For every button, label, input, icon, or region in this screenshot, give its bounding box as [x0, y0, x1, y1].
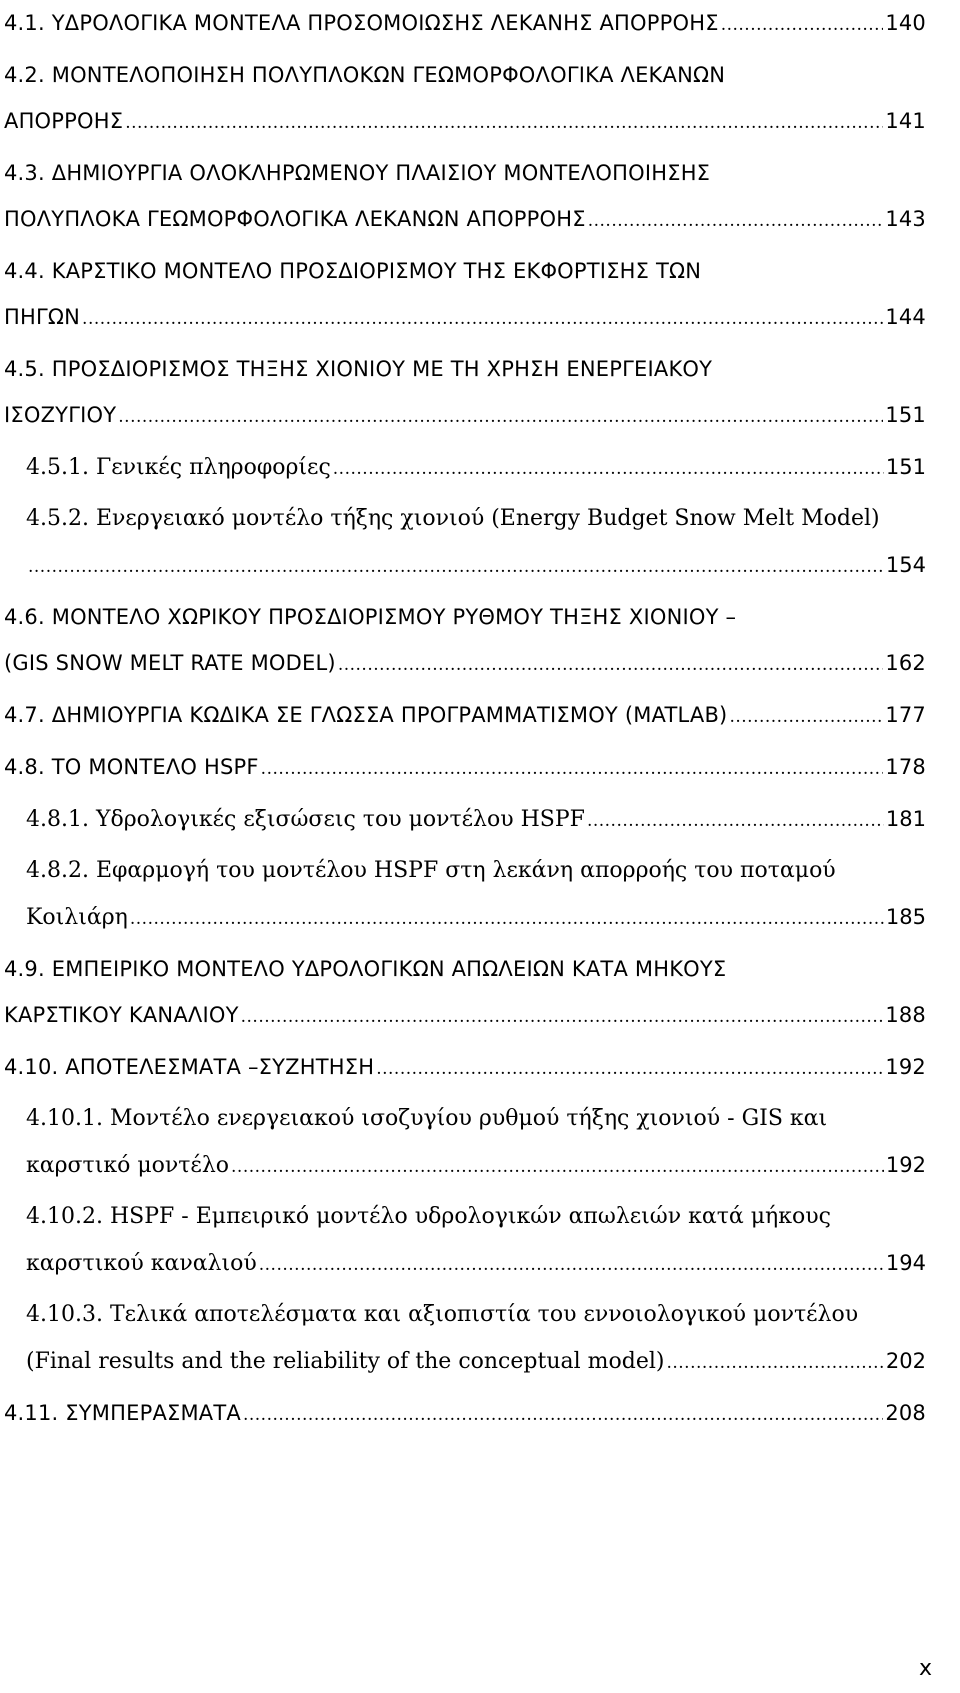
- toc-entry-title: 4.2. ΜΟΝΤΕΛΟΠΟΙΗΣΗ ΠΟΛΥΠΛΟΚΩΝ ΓΕΩΜΟΡΦΟΛΟΓΙΚΑ ΛΕΚΑΝΩΝ: [4, 63, 726, 87]
- toc-leader-dots: [587, 798, 884, 844]
- toc-entry-line: [4, 98, 926, 144]
- toc-entry-line: [4, 196, 926, 242]
- toc-page-number: 185: [885, 905, 926, 929]
- toc-entry[interactable]: [4, 52, 926, 144]
- toc-entry[interactable]: [4, 796, 926, 842]
- toc-entry-line: [26, 1292, 926, 1338]
- toc-entry[interactable]: [4, 848, 926, 940]
- toc-entry-title: 4.8.2. Εφαρμογή του μοντέλου HSPF στη λεκάνη απορροής του ποταμού: [26, 858, 836, 883]
- toc-entry[interactable]: [4, 346, 926, 438]
- toc-entry-title: 4.5.2. Ενεργειακό μοντέλο τήξης χιονιού (Energy Budget Snow Melt Model): [26, 506, 880, 531]
- toc-entry[interactable]: [4, 946, 926, 1038]
- toc-leader-dots: [28, 544, 884, 590]
- toc-entry[interactable]: [4, 1390, 926, 1436]
- toc-entry-title: καρστικού καναλιού: [26, 1251, 257, 1276]
- toc-entry-title: ΚΑΡΣΤΙΚΟΥ ΚΑΝΑΛΙΟΥ: [4, 1003, 239, 1027]
- toc-page-number: 178: [885, 755, 926, 779]
- toc-entry-line: [26, 496, 926, 542]
- page-number: x: [918, 1656, 932, 1681]
- toc-leader-dots: [259, 1242, 884, 1288]
- toc-leader-dots: [243, 1392, 883, 1438]
- toc-entry-title: ΙΣΟΖΥΓΙΟΥ: [4, 403, 117, 427]
- toc-leader-dots: [231, 1144, 884, 1190]
- toc-entry-title: 4.5.1. Γενικές πληροφορίες: [26, 455, 331, 480]
- toc-leader-dots: [729, 694, 883, 740]
- toc-entry[interactable]: [4, 496, 926, 588]
- toc-entry-title: 4.4. ΚΑΡΣΤΙΚΟ ΜΟΝΤΕΛΟ ΠΡΟΣΔΙΟΡΙΣΜΟΥ ΤΗΣ ΕΚΦΟΡΤΙΣΗΣ ΤΩΝ: [4, 259, 702, 283]
- toc-entry-line: [4, 346, 926, 392]
- toc-entry[interactable]: [4, 444, 926, 490]
- toc-entry-title: ΠΗΓΩΝ: [4, 305, 81, 329]
- toc-page-number: 194: [885, 1251, 926, 1275]
- toc-entry-title: 4.6. ΜΟΝΤΕΛΟ ΧΩΡΙΚΟΥ ΠΡΟΣΔΙΟΡΙΣΜΟΥ ΡΥΘΜΟΥ ΤΗΞΗΣ ΧΙΟΝΙΟΥ –: [4, 605, 737, 629]
- toc-page-number: 188: [885, 1003, 926, 1027]
- toc-page-number: 162: [885, 651, 926, 675]
- toc-leader-dots: [118, 394, 883, 440]
- toc-page-number: 181: [885, 807, 926, 831]
- toc-entry-title: ΑΠΟΡΡΟΗΣ: [4, 109, 124, 133]
- toc-page-number: 192: [885, 1055, 926, 1079]
- toc-entry[interactable]: [4, 1044, 926, 1090]
- toc-entry-line: [4, 692, 926, 738]
- toc-entry[interactable]: [4, 0, 926, 46]
- toc-entry-title: 4.11. ΣΥΜΠΕΡΑΣΜΑΤΑ: [4, 1401, 241, 1425]
- toc-entry[interactable]: [4, 1194, 926, 1286]
- toc-entry-line: [4, 392, 926, 438]
- toc-entry-line: [26, 444, 926, 490]
- toc-page-number: 177: [885, 703, 926, 727]
- toc-entry-line: [4, 52, 926, 98]
- toc-entry-title: 4.7. ΔΗΜΙΟΥΡΓΙΑ ΚΩΔΙΚΑ ΣΕ ΓΛΩΣΣΑ ΠΡΟΓΡΑΜΜΑΤΙΣΜΟΥ (MATLAB): [4, 703, 728, 727]
- toc-entry[interactable]: [4, 1096, 926, 1188]
- toc-entry-line: [4, 248, 926, 294]
- toc-entry-line: [26, 1194, 926, 1240]
- toc-page-number: 141: [885, 109, 926, 133]
- toc-entry-title: 4.1. ΥΔΡΟΛΟΓΙΚΑ ΜΟΝΤΕΛΑ ΠΡΟΣΟΜΟΙΩΣΗΣ ΛΕΚΑΝΗΣ ΑΠΟΡΡΟΗΣ: [4, 11, 719, 35]
- toc-entry-title: 4.8.1. Υδρολογικές εξισώσεις του μοντέλου HSPF: [26, 807, 585, 832]
- toc-entry-title: καρστικό μοντέλο: [26, 1153, 230, 1178]
- toc-page-number: 208: [885, 1401, 926, 1425]
- toc-entry-line: [4, 744, 926, 790]
- toc-leader-dots: [588, 198, 884, 244]
- toc-entry-title: ΠΟΛΥΠΛΟΚΑ ΓΕΩΜΟΡΦΟΛΟΓΙΚΑ ΛΕΚΑΝΩΝ ΑΠΟΡΡΟΗΣ: [4, 207, 586, 231]
- toc-page-number: 154: [885, 553, 926, 577]
- toc-entry-title: 4.10.1. Μοντέλο ενεργειακού ισοζυγίου ρυθμού τήξης χιονιού - GIS και: [26, 1106, 828, 1131]
- toc-entry-line: [26, 1142, 926, 1188]
- toc-entry-line: [4, 992, 926, 1038]
- toc-entry-title: (GIS SNOW MELT RATE MODEL): [4, 651, 336, 675]
- toc-entry-line: [26, 894, 926, 940]
- toc-leader-dots: [125, 100, 883, 146]
- toc-entry-line: [4, 150, 926, 196]
- toc-entry-line: [26, 1240, 926, 1286]
- toc-entry-title: (Final results and the reliability of the conceptual model): [26, 1349, 665, 1374]
- toc-entry-line: [4, 594, 926, 640]
- toc-page-number: 143: [885, 207, 926, 231]
- toc-entry-line: [4, 1390, 926, 1436]
- toc-entry-title: 4.10. ΑΠΟΤΕΛΕΣΜΑΤΑ –ΣΥΖΗΤΗΣΗ: [4, 1055, 375, 1079]
- toc-entry[interactable]: [4, 744, 926, 790]
- toc-page-number: 192: [885, 1153, 926, 1177]
- toc-leader-dots: [261, 746, 884, 792]
- toc-entry[interactable]: [4, 150, 926, 242]
- toc-entry-line: [4, 946, 926, 992]
- toc-entry-line: [4, 0, 926, 46]
- toc-entry-line: [26, 1338, 926, 1384]
- toc-leader-dots: [338, 642, 884, 688]
- toc-entry-line: [26, 796, 926, 842]
- toc-entry[interactable]: [4, 248, 926, 340]
- toc-entry-title: 4.3. ΔΗΜΙΟΥΡΓΙΑ ΟΛΟΚΛΗΡΩΜΕΝΟΥ ΠΛΑΙΣΙΟΥ ΜΟΝΤΕΛΟΠΟΙΗΣΗΣ: [4, 161, 711, 185]
- toc-leader-dots: [241, 994, 884, 1040]
- toc-entry-title: 4.10.2. HSPF - Εμπειρικό μοντέλο υδρολογικών απωλειών κατά μήκους: [26, 1204, 831, 1229]
- toc-entry-line: [26, 848, 926, 894]
- toc-page-number: 144: [885, 305, 926, 329]
- toc-page-number: 140: [885, 11, 926, 35]
- toc-entry-title: 4.9. ΕΜΠΕΙΡΙΚΟ ΜΟΝΤΕΛΟ ΥΔΡΟΛΟΓΙΚΩΝ ΑΠΩΛΕΙΩΝ ΚΑΤΑ ΜΗΚΟΥΣ: [4, 957, 727, 981]
- toc-entry-line: [26, 1096, 926, 1142]
- toc-entry[interactable]: [4, 1292, 926, 1384]
- toc-entry-line: [4, 640, 926, 686]
- toc-entry[interactable]: [4, 594, 926, 686]
- toc-entry-title: 4.8. ΤΟ ΜΟΝΤΕΛΟ HSPF: [4, 755, 259, 779]
- toc-entry-title: 4.10.3. Τελικά αποτελέσματα και αξιοπιστία του εννοιολογικού μοντέλου: [26, 1302, 859, 1327]
- toc-page-number: 202: [885, 1349, 926, 1373]
- toc-page-number: 151: [885, 455, 926, 479]
- toc-entry-line: [26, 542, 926, 588]
- toc-leader-dots: [376, 1046, 883, 1092]
- toc-entry-line: [4, 1044, 926, 1090]
- table-of-contents: [4, 0, 926, 1442]
- toc-leader-dots: [82, 296, 883, 342]
- toc-entry-title: 4.5. ΠΡΟΣΔΙΟΡΙΣΜΟΣ ΤΗΞΗΣ ΧΙΟΝΙΟΥ ΜΕ ΤΗ ΧΡΗΣΗ ΕΝΕΡΓΕΙΑΚΟΥ: [4, 357, 713, 381]
- toc-leader-dots: [721, 2, 884, 48]
- toc-entry-title: Κοιλιάρη: [26, 905, 128, 930]
- toc-entry[interactable]: [4, 692, 926, 738]
- toc-page-number: 151: [885, 403, 926, 427]
- toc-entry-line: [4, 294, 926, 340]
- toc-leader-dots: [130, 896, 884, 942]
- toc-leader-dots: [666, 1340, 883, 1386]
- toc-leader-dots: [333, 446, 884, 492]
